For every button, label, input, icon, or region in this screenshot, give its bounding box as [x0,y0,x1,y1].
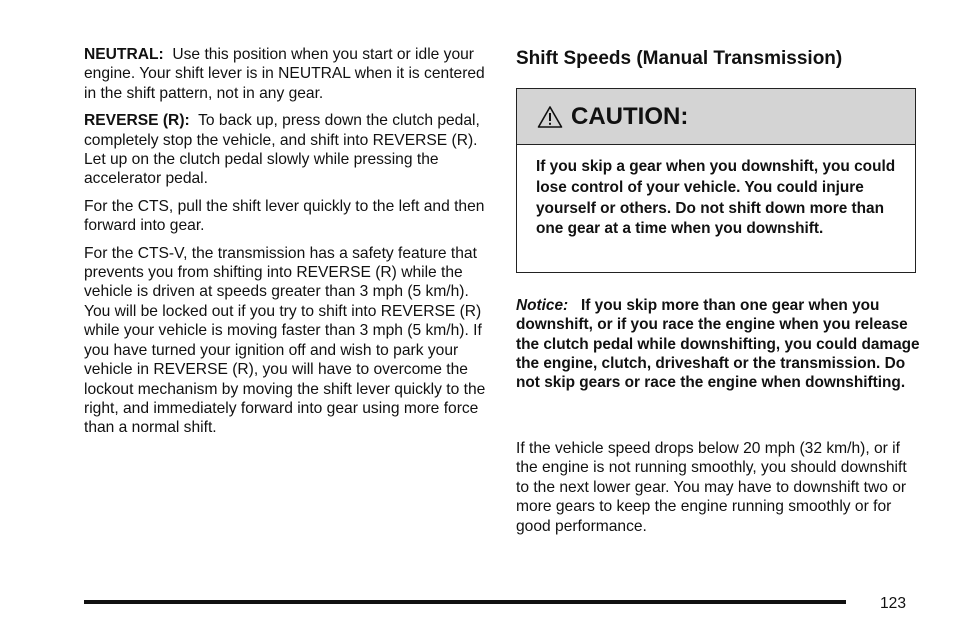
warning-triangle-icon [537,105,563,129]
page-number: 123 [880,595,907,612]
reverse-paragraph [84,111,488,189]
speed-paragraph: If the vehicle speed drops below 20 mph (32 km/h), or if the engine is not running smoothly, you should downshift to the next lower gear. You may have to downshift two or more gears to keep the engine running smoothly or for good performance. [516,440,907,535]
caution-body [517,145,915,240]
neutral-text: Use this position when you start or idle your engine. Your shift lever is in NEUTRAL when it is centered in the shift pattern, not in any gear. [84,46,485,102]
reverse-text: To back up, press down the clutch pedal, completely stop the vehicle, and shift into REVERSE (R). Let up on the clutch pedal slowly while pressing the accelerator pedal. [84,112,480,188]
left-column [84,45,488,438]
reverse-label: REVERSE (R): [84,112,190,130]
neutral-label: NEUTRAL: [84,46,164,63]
notice-paragraph [516,296,920,392]
caution-header [517,89,915,145]
footer-rule [84,600,846,604]
notice-text: If you skip more than one gear when you downshift, or if you race the engine when you release the clutch pedal while downshifting, you could damage the engine, clutch, driveshaft or the transmission. Do not skip gears or race the engine when downshifting. [516,297,920,392]
cts-v-paragraph: For the CTS-V, the transmission has a safety feature that prevents you from shifting into REVERSE (R) while the vehicle is driven at speeds greater than 3 mph (5 km/h). You will be locked out if you try to shift into REVERSE (R) while your vehicle is moving faster than 3 mph (5 km/h). If you have turned your ignition off and wish to park your vehicle in REVERSE (R), you will have to overcome the lockout mechanism by moving the shift lever quickly to the right, and immediately forward into gear using more force than a normal shift. [84,244,486,437]
notice-block [516,296,920,392]
caution-title: CAUTION: [571,102,689,130]
section-heading: Shift Speeds (Manual Transmission) [516,48,843,69]
cts-paragraph: For the CTS, pull the shift lever quickly to the left and then forward into gear. [84,197,485,235]
speed-block [516,439,920,536]
notice-label: Notice: [516,297,569,314]
caution-text: If you skip a gear when you downshift, you could lose control of your vehicle. You could injure yourself or others. Do not shift down more than one gear at a time when you downshift. [536,158,896,238]
right-column-header [516,45,920,71]
neutral-paragraph [84,45,488,103]
caution-box [516,88,916,273]
